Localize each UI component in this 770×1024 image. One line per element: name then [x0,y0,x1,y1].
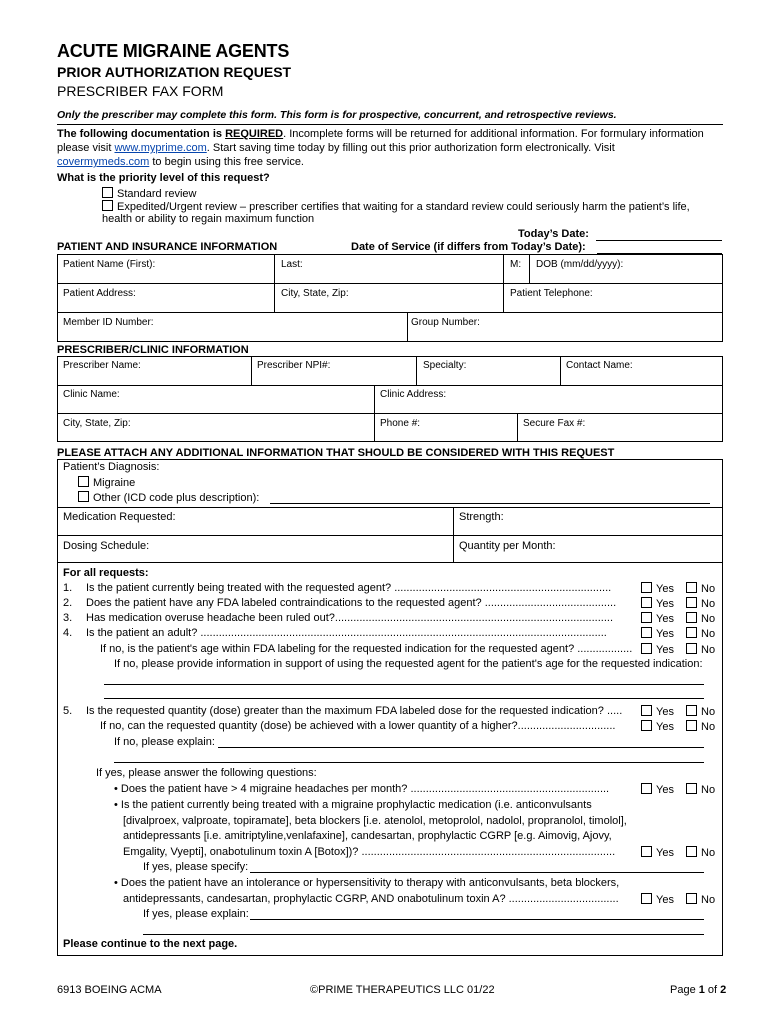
question-3-no[interactable] [686,612,715,625]
no-checkbox[interactable] [686,705,697,716]
yes-label: Yes [656,784,674,796]
no-checkbox[interactable] [686,643,697,654]
question-3: Has medication overuse headache been ruled out?........................................................................................... [86,612,614,624]
yes-label: Yes [656,894,674,906]
bullet-2-specify-line[interactable] [250,872,704,873]
question-5: Is the requested quantity (dose) greater than the maximum FDA labeled dose for the requested indication? ..... [86,705,623,717]
documentation-lead: The following documentation is [57,128,226,140]
page-total: 2 [720,984,727,996]
patient-col-divider [503,254,504,312]
for-all-requests-heading: For all requests: [63,567,149,579]
patient-row-divider [57,312,723,313]
footer-copyright: ©PRIME THERAPEUTICS LLC 01/22 [310,984,495,996]
group-number-field[interactable]: Group Number: [411,317,480,328]
medication-col-divider [453,507,454,563]
urgent-review-option[interactable] [102,200,690,213]
question-1: Is the patient currently being treated with the requested agent? ....................................................................... [86,582,612,594]
yes-label: Yes [656,613,674,625]
no-label: No [701,583,716,595]
yes-checkbox[interactable] [641,597,652,608]
quantity-per-month-field[interactable]: Quantity per Month: [459,540,556,552]
documentation-rest: . Incomplete forms will be returned for additional information. For formulary information [283,128,704,140]
question-4a: If no, is the patient's age within FDA labeling for the requested indication for the requested agent? .................. [100,643,633,655]
bullet-3-line-1: • Does the patient have an intolerance or hypersensitivity to therapy with anticonvulsants, beta blockers, [114,877,620,889]
no-checkbox[interactable] [686,627,697,638]
standard-review-checkbox[interactable] [102,187,113,198]
question-1-number: 1. [63,582,73,594]
required-word: REQUIRED [225,128,284,140]
yes-checkbox[interactable] [641,893,652,904]
patient-row-divider [57,283,723,284]
bullet-2-no[interactable] [686,846,715,859]
no-checkbox[interactable] [686,783,697,794]
prescriber-notice: Only the prescriber may complete this form. This form is for prospective, concurrent, and retrospective reviews. [57,109,617,121]
question-4b: If no, please provide information in support of using the requested agent for the patient's age for the requested indication: [114,658,703,670]
page-of: of [704,984,721,996]
patient-last-name-field[interactable]: Last: [281,259,303,270]
documentation-saving: . Start saving time today by filling out this prior authorization form electronically. Visit [206,142,615,154]
clinic-phone-field[interactable]: Phone #: [380,418,421,429]
yes-checkbox[interactable] [641,582,652,593]
no-checkbox[interactable] [686,612,697,623]
no-label: No [701,894,716,906]
patient-city-field[interactable]: City, State, Zip: [281,288,349,299]
patient-dob-field[interactable]: DOB (mm/dd/yyyy): [536,259,624,270]
no-label: No [701,706,716,718]
question-5-no[interactable] [686,705,715,718]
migraine-checkbox[interactable] [78,476,89,487]
covermymeds-link[interactable]: covermymeds.com [57,156,150,168]
medication-row-divider [57,535,723,536]
no-checkbox[interactable] [686,597,697,608]
question-4a-no[interactable] [686,643,715,656]
migraine-option[interactable] [78,476,135,489]
patient-middle-initial-field[interactable]: M: [510,259,522,270]
specialty-field[interactable]: Specialty: [423,360,467,371]
yes-label: Yes [656,721,674,733]
patient-col-divider [407,312,408,342]
bullet-1-yes[interactable] [641,783,674,796]
bullet-2-line-2: [divalproex, valproate, topiramate], beta blockers [i.e. atenolol, metoprolol, nadolol, propranolol, timolol], [123,815,627,827]
question-5-yes[interactable] [641,705,674,718]
no-label: No [701,644,716,656]
prescriber-row-divider [57,413,723,414]
patient-first-name-field[interactable]: Patient Name (First): [63,259,156,270]
no-checkbox[interactable] [686,720,697,731]
patient-col-divider [274,254,275,312]
bullet-2-line-3: antidepressants [i.e. amitriptyline,venlafaxine], candesartan, prophylactic CGRP [e.g. Aimovig, Ajovy, [123,830,612,842]
medication-requested-field[interactable]: Medication Requested: [63,511,176,523]
prescriber-name-field[interactable]: Prescriber Name: [63,360,141,371]
documentation-visit: please visit [57,142,115,154]
other-diagnosis-checkbox[interactable] [78,491,89,502]
yes-label: Yes [656,644,674,656]
no-label: No [701,598,716,610]
migraine-label: Migraine [93,477,136,489]
no-checkbox[interactable] [686,582,697,593]
yes-checkbox[interactable] [641,720,652,731]
bullet-1-no[interactable] [686,783,715,796]
question-4-no[interactable] [686,627,715,640]
no-label: No [701,784,716,796]
other-diagnosis-field[interactable] [270,503,710,504]
standard-review-option[interactable] [102,187,197,200]
question-4b-answer-line[interactable] [104,698,704,699]
priority-question: What is the priority level of this request? [57,172,270,184]
question-5b-answer-line[interactable] [114,762,704,763]
patient-address-field[interactable]: Patient Address: [63,288,136,299]
attach-heading: PLEASE ATTACH ANY ADDITIONAL INFORMATION THAT SHOULD BE CONSIDERED WITH THIS REQUEST [57,447,615,459]
diagnosis-label: Patient’s Diagnosis: [63,461,160,473]
no-checkbox[interactable] [686,893,697,904]
todays-date-field[interactable] [596,240,722,241]
todays-date-label: Today’s Date: [518,228,589,240]
question-2-no[interactable] [686,597,715,610]
yes-checkbox[interactable] [641,627,652,638]
documentation-line-3 [57,156,304,168]
prescriber-heading: PRESCRIBER/CLINIC INFORMATION [57,344,249,356]
question-4: Is the patient an adult? ..................................................................................................................................... [86,627,607,639]
bullet-3-explain-line[interactable] [250,919,704,920]
dosing-schedule-field[interactable]: Dosing Schedule: [63,540,150,552]
documentation-line-1 [57,128,704,140]
yes-checkbox[interactable] [641,846,652,857]
no-label: No [701,721,716,733]
question-3-yes[interactable] [641,612,674,625]
member-id-field[interactable]: Member ID Number: [63,317,154,328]
clinic-name-field[interactable]: Clinic Name: [63,389,120,400]
other-diagnosis-label: Other (ICD code plus description): [93,492,260,504]
no-label: No [701,847,716,859]
urgent-review-line-2: health or ability to regain maximum function [102,213,315,225]
prescriber-row-divider [57,385,723,386]
question-3-number: 3. [63,612,73,624]
no-checkbox[interactable] [686,846,697,857]
question-2-number: 2. [63,597,73,609]
question-5a-no[interactable] [686,720,715,733]
yes-label: Yes [656,847,674,859]
bullet-3-explain-label: If yes, please explain: [143,908,249,920]
strength-field[interactable]: Strength: [459,511,504,523]
yes-label: Yes [656,628,674,640]
patient-telephone-field[interactable]: Patient Telephone: [510,288,593,299]
yes-checkbox[interactable] [641,783,652,794]
question-1-no[interactable] [686,582,715,595]
bullet-1: • Does the patient have > 4 migraine headaches per month? ................................................................. [114,783,610,795]
documentation-line-2 [57,142,615,154]
header-divider [57,124,723,125]
form-title: ACUTE MIGRAINE AGENTS [57,41,290,61]
patient-col-divider [529,254,530,283]
bullet-2-specify-label: If yes, please specify: [143,861,249,873]
clinic-city-field[interactable]: City, State, Zip: [63,418,131,429]
page-current: 1 [698,984,705,996]
yes-checkbox[interactable] [641,705,652,716]
contact-name-field[interactable]: Contact Name: [566,360,633,371]
secure-fax-field[interactable]: Secure Fax #: [523,418,586,429]
clinic-address-field[interactable]: Clinic Address: [380,389,447,400]
urgent-review-label: Expedited/Urgent review – prescriber certifies that waiting for a standard review could seriously harm the patient’s life, [117,201,690,213]
bullet-3-explain-line[interactable] [143,934,704,935]
bullet-2-line-1: • Is the patient currently being treated with a migraine prophylactic medication (i.e. anticonvulsants [114,799,592,811]
patient-insurance-heading: PATIENT AND INSURANCE INFORMATION [57,241,278,253]
standard-review-label: Standard review [117,188,197,200]
question-4b-answer-line[interactable] [104,684,704,685]
documentation-free: to begin using this free service. [149,156,304,168]
prescriber-col-divider [416,356,417,385]
prescriber-col-divider [251,356,252,385]
no-label: No [701,628,716,640]
continue-note: Please continue to the next page. [63,938,238,950]
medication-row-divider [57,507,723,508]
question-5c: If yes, please answer the following questions: [96,767,317,779]
bullet-3-line-2: antidepressants, candesartan, prophylactic CGRP, AND onabotulinum toxin A? .................................... [123,893,619,905]
question-4-yes[interactable] [641,627,674,640]
service-date-label: Date of Service (if differs from Today’s Date): [351,241,586,253]
prescriber-col-divider [517,413,518,442]
question-5a: If no, can the requested quantity (dose) be achieved with a lower quantity of a higher?................................ [100,720,616,732]
question-4a-yes[interactable] [641,643,674,656]
form-subtitle: PRIOR AUTHORIZATION REQUEST [57,64,292,80]
footer-page-number [670,984,726,996]
myprime-link[interactable]: www.myprime.com [114,142,207,154]
bullet-3-yes[interactable] [641,893,674,906]
question-5-number: 5. [63,705,73,717]
question-1-yes[interactable] [641,582,674,595]
urgent-review-checkbox[interactable] [102,200,113,211]
other-diagnosis-option[interactable] [78,491,259,504]
bullet-2-yes[interactable] [641,846,674,859]
prescriber-npi-field[interactable]: Prescriber NPI#: [257,360,331,371]
yes-label: Yes [656,583,674,595]
footer-form-id: 6913 BOEING ACMA [57,984,162,996]
question-5b-label: If no, please explain: [114,736,215,748]
prescriber-col-divider [374,385,375,442]
page-prefix: Page [670,984,699,996]
no-label: No [701,613,716,625]
question-5b-answer-line[interactable] [218,747,704,748]
prescriber-col-divider [560,356,561,385]
form-type: PRESCRIBER FAX FORM [57,83,224,99]
yes-label: Yes [656,598,674,610]
bullet-3-no[interactable] [686,893,715,906]
question-2: Does the patient have any FDA labeled contraindications to the requested agent? ........................................... [86,597,617,609]
yes-label: Yes [656,706,674,718]
bullet-2-line-4: Emgality, Vyepti], onabotulinum toxin A [Botox])? ................................................................................... [123,846,616,858]
yes-checkbox[interactable] [641,643,652,654]
question-2-yes[interactable] [641,597,674,610]
question-5a-yes[interactable] [641,720,674,733]
question-4-number: 4. [63,627,73,639]
yes-checkbox[interactable] [641,612,652,623]
